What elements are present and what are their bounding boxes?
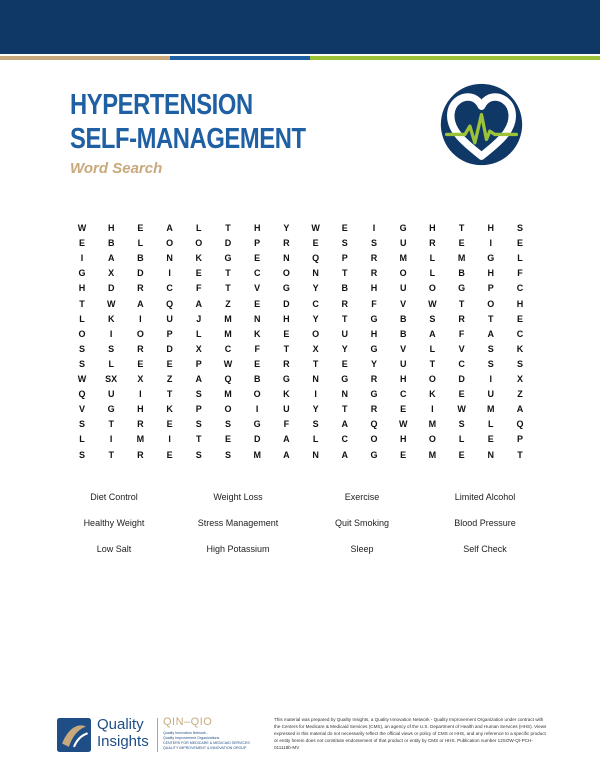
grid-letter: W xyxy=(77,374,87,384)
grid-letter: A xyxy=(283,449,290,460)
grid-letter: E xyxy=(166,419,173,430)
grid-letter: S xyxy=(195,389,202,400)
grid-letter: G xyxy=(253,419,261,430)
grid-letter: N xyxy=(312,449,319,460)
grid-letter: N xyxy=(283,253,290,264)
page-subtitle: Word Search xyxy=(70,160,163,177)
grid-letter: D xyxy=(283,298,290,309)
accent-stripe-blue xyxy=(170,56,310,60)
logo-small-line-2: Quality Improvement Organizations xyxy=(163,736,220,740)
grid-letter: T xyxy=(108,419,114,430)
grid-letter: P xyxy=(487,283,494,294)
grid-letter: G xyxy=(341,374,349,384)
grid-letter: S xyxy=(487,358,494,369)
grid-letter: M xyxy=(457,253,466,264)
grid-letter: V xyxy=(400,343,407,354)
grid-letter: A xyxy=(429,328,436,339)
grid-letter: C xyxy=(312,298,319,309)
grid-letter: E xyxy=(458,449,465,460)
word-list-item: Stress Management xyxy=(197,518,279,528)
grid-letter: I xyxy=(372,223,376,233)
grid-letter: O xyxy=(136,328,144,339)
grid-letter: Y xyxy=(283,223,290,233)
grid-letter: L xyxy=(458,434,465,445)
grid-letter: F xyxy=(458,328,465,339)
grid-letter: O xyxy=(399,268,407,279)
grid-letter: L xyxy=(488,419,494,430)
grid-letter: B xyxy=(341,283,349,294)
grid-letter: Q xyxy=(516,419,524,430)
grid-letter: T xyxy=(458,298,465,309)
grid-letter: J xyxy=(196,313,202,324)
grid-letter: H xyxy=(253,223,261,233)
word-list-item: Exercise xyxy=(344,492,380,502)
grid-letter: H xyxy=(399,374,407,384)
grid-letter: O xyxy=(487,298,495,309)
header-bar xyxy=(0,0,600,54)
grid-letter: R xyxy=(283,358,290,369)
grid-letter: G xyxy=(370,449,378,460)
grid-letter: M xyxy=(428,419,437,430)
grid-letter: R xyxy=(137,449,144,460)
grid-letter: N xyxy=(253,313,261,324)
grid-letter: H xyxy=(370,283,378,294)
grid-letter: N xyxy=(487,449,495,460)
grid-letter: T xyxy=(342,268,348,279)
grid-letter: K xyxy=(283,389,290,400)
grid-letter: L xyxy=(429,343,436,354)
grid-letter: U xyxy=(341,328,349,339)
grid-letter: U xyxy=(283,404,290,415)
grid-letter: I xyxy=(431,404,434,415)
grid-letter: C xyxy=(399,389,407,400)
grid-letter: I xyxy=(314,389,317,400)
grid-letter: B xyxy=(399,313,407,324)
grid-letter: I xyxy=(168,434,171,445)
grid-letter: E xyxy=(224,434,231,445)
grid-letter: D xyxy=(137,268,144,279)
grid-letter: R xyxy=(137,283,144,294)
page-title-line1: HYPERTENSION xyxy=(70,89,253,121)
grid-letter: I xyxy=(139,313,142,324)
grid-letter: E xyxy=(458,238,465,249)
logo-text-insights: Insights xyxy=(97,733,149,750)
grid-letter: L xyxy=(429,253,436,264)
grid-letter: I xyxy=(109,328,113,339)
logo-divider xyxy=(157,718,158,752)
grid-letter: D xyxy=(166,343,173,354)
word-list-item: Limited Alcohol xyxy=(454,492,516,502)
grid-letter: R xyxy=(137,419,144,430)
grid-letter: H xyxy=(516,298,524,309)
grid-letter: U xyxy=(399,238,407,249)
grid-letter: A xyxy=(341,449,349,460)
grid-letter: I xyxy=(139,389,142,400)
grid-letter: L xyxy=(312,434,319,445)
grid-letter: G xyxy=(370,313,378,324)
grid-letter: W xyxy=(77,223,87,233)
grid-letter: R xyxy=(370,268,378,279)
grid-letter: S xyxy=(516,358,523,369)
grid-letter: T xyxy=(225,268,231,279)
grid-letter: R xyxy=(429,238,436,249)
word-list-item: Healthy Weight xyxy=(83,518,145,528)
grid-letter: H xyxy=(487,268,495,279)
grid-letter: S xyxy=(224,419,231,430)
grid-letter: B xyxy=(253,374,261,384)
grid-letter: O xyxy=(78,328,86,339)
grid-letter: G xyxy=(370,343,378,354)
grid-letter: S xyxy=(108,343,115,354)
grid-letter: L xyxy=(79,313,85,324)
grid-letter: S xyxy=(370,238,377,249)
grid-letter: U xyxy=(399,358,407,369)
grid-letter: G xyxy=(399,223,407,233)
grid-letter: C xyxy=(458,358,465,369)
grid-letter: S xyxy=(195,419,202,430)
grid-letter: K xyxy=(107,313,115,324)
grid-letter: Y xyxy=(312,313,319,324)
grid-letter: Z xyxy=(225,298,231,309)
grid-letter: T xyxy=(79,298,85,309)
grid-letter: I xyxy=(489,374,493,384)
grid-letter: G xyxy=(487,253,495,264)
grid-letter: S xyxy=(429,313,436,324)
grid-letter: W xyxy=(223,358,233,369)
grid-letter: F xyxy=(254,343,260,354)
grid-letter: C xyxy=(516,283,524,294)
grid-letter: O xyxy=(428,434,436,445)
grid-letter: L xyxy=(79,434,85,445)
grid-letter: A xyxy=(137,298,144,309)
grid-letter: U xyxy=(487,389,495,400)
grid-letter: V xyxy=(458,343,465,354)
logo-small-line-1: Quality Innovation Network - xyxy=(163,731,209,735)
grid-letter: W xyxy=(457,404,466,415)
grid-letter: P xyxy=(341,253,348,264)
grid-letter: D xyxy=(458,374,465,384)
grid-letter: M xyxy=(487,404,495,415)
grid-letter: E xyxy=(400,404,407,415)
logo-small-line-3: CENTERS FOR MEDICARE & MEDICAID SERVICES xyxy=(163,741,250,745)
grid-letter: R xyxy=(341,298,349,309)
grid-letter: G xyxy=(78,268,86,279)
grid-letter: K xyxy=(166,404,173,415)
page-title-line2: SELF-MANAGEMENT xyxy=(70,123,306,155)
grid-letter: E xyxy=(166,358,173,369)
grid-letter: H xyxy=(137,404,144,415)
grid-letter: B xyxy=(107,238,115,249)
grid-letter: C xyxy=(341,434,349,445)
grid-letter: P xyxy=(166,328,173,339)
grid-letter: G xyxy=(282,374,290,384)
grid-letter: D xyxy=(253,434,261,445)
grid-letter: M xyxy=(224,313,232,324)
grid-letter: X xyxy=(516,374,523,384)
logo-text-quality: Quality xyxy=(97,716,144,733)
grid-letter: E xyxy=(400,449,407,460)
grid-letter: E xyxy=(166,449,173,460)
grid-letter: Y xyxy=(312,404,319,415)
grid-letter: L xyxy=(137,238,144,249)
grid-letter: B xyxy=(137,253,144,264)
grid-letter: T xyxy=(429,358,436,369)
grid-letter: S xyxy=(341,238,348,249)
word-list-item: Sleep xyxy=(350,544,374,554)
grid-letter: G xyxy=(224,253,232,264)
grid-letter: O xyxy=(166,238,174,249)
grid-letter: R xyxy=(137,343,144,354)
grid-letter: S xyxy=(458,419,465,430)
accent-stripe-green xyxy=(310,56,600,60)
disclaimer-text: This material was prepared by Quality Insights, a Quality Innovation Network - Quality Improvement Organization under contract with the Centers for Medicare & Medicaid Services (CMS), an agency of the U.S. Department of Health and Human Services (HHS). Views expressed in this material do not necessarily reflect the official views or policy of CMS or HHS, and any reference to a specific product or entity herein does not constitute endorsement of that product or entity by CMS or HHS. Publication number 12SOW-QI-PCH-011118b-MV xyxy=(274,717,547,750)
grid-letter: U xyxy=(107,389,115,400)
grid-letter: H xyxy=(283,313,290,324)
grid-letter: E xyxy=(516,313,523,324)
grid-letter: O xyxy=(428,283,436,294)
grid-letter: C xyxy=(224,343,232,354)
word-list-item: Quit Smoking xyxy=(334,518,390,528)
grid-letter: Y xyxy=(370,358,377,369)
grid-letter: I xyxy=(109,434,113,445)
grid-letter: B xyxy=(399,328,407,339)
grid-letter: T xyxy=(488,313,494,324)
grid-letter: W xyxy=(428,298,437,309)
grid-letter: V xyxy=(254,283,261,294)
grid-letter: A xyxy=(166,223,173,233)
grid-letter: R xyxy=(370,253,378,264)
grid-letter: L xyxy=(196,328,202,339)
grid-letter: E xyxy=(137,358,144,369)
grid-letter: T xyxy=(225,223,231,233)
grid-letter: X xyxy=(137,374,144,384)
grid-letter: A xyxy=(341,419,349,430)
grid-letter: H xyxy=(78,283,86,294)
grid-letter: P xyxy=(516,434,523,445)
grid-letter: Y xyxy=(312,283,319,294)
grid-letter: T xyxy=(517,449,523,460)
grid-letter: R xyxy=(458,313,465,324)
grid-letter: E xyxy=(312,238,319,249)
grid-letter: H xyxy=(370,328,378,339)
grid-letter: W xyxy=(311,223,320,233)
grid-letter: S xyxy=(312,419,319,430)
grid-letter: D xyxy=(107,283,115,294)
grid-letter: T xyxy=(196,434,202,445)
grid-letter: W xyxy=(398,419,408,430)
grid-letter: U xyxy=(399,283,407,294)
grid-letter: A xyxy=(195,374,203,384)
word-list-item: Self Check xyxy=(463,544,507,554)
grid-letter: V xyxy=(78,404,85,415)
grid-letter: Q xyxy=(224,374,232,384)
grid-letter: N xyxy=(312,268,319,279)
grid-letter: H xyxy=(429,223,436,233)
grid-letter: R xyxy=(370,404,378,415)
grid-letter: O xyxy=(253,389,261,400)
grid-letter: E xyxy=(254,298,261,309)
grid-letter: Q xyxy=(370,419,378,430)
grid-letter: L xyxy=(108,358,114,369)
grid-letter: E xyxy=(195,268,202,279)
grid-letter: Q xyxy=(312,253,320,264)
grid-letter: E xyxy=(341,223,348,233)
grid-letter: T xyxy=(108,449,114,460)
grid-letter: E xyxy=(487,434,494,445)
word-list-item: High Potassium xyxy=(206,544,270,554)
grid-letter: F xyxy=(371,298,377,309)
quality-insights-mark-icon xyxy=(57,718,91,752)
grid-letter: S xyxy=(78,449,85,460)
heart-heartbeat-icon xyxy=(440,83,523,166)
grid-letter: C xyxy=(253,268,261,279)
grid-letter: N xyxy=(166,253,173,264)
grid-letter: K xyxy=(253,328,261,339)
grid-letter: G xyxy=(282,283,290,294)
grid-letter: O xyxy=(195,238,203,249)
grid-letter: S xyxy=(78,358,85,369)
grid-letter: A xyxy=(516,404,524,415)
grid-letter: L xyxy=(429,268,436,279)
grid-letter: E xyxy=(254,358,261,369)
grid-letter: E xyxy=(78,238,85,249)
grid-letter: O xyxy=(370,434,378,445)
grid-letter: H xyxy=(107,223,115,233)
grid-letter: X xyxy=(312,343,319,354)
grid-letter: G xyxy=(107,404,115,415)
grid-letter: X xyxy=(108,268,115,279)
grid-letter: S xyxy=(78,343,85,354)
grid-letter: S xyxy=(516,223,523,233)
grid-letter: A xyxy=(283,434,290,445)
grid-letter: E xyxy=(283,328,290,339)
grid-letter: L xyxy=(517,253,523,264)
grid-letter: R xyxy=(283,238,290,249)
grid-letter: O xyxy=(428,374,436,384)
grid-letter: F xyxy=(283,419,290,430)
grid-letter: H xyxy=(399,434,407,445)
grid-letter: E xyxy=(137,223,144,233)
grid-letter: F xyxy=(196,283,202,294)
grid-letter: N xyxy=(312,374,319,384)
grid-letter: E xyxy=(516,238,523,249)
grid-letter: T xyxy=(342,313,348,324)
grid-letter: Y xyxy=(341,343,348,354)
grid-letter: R xyxy=(370,374,378,384)
grid-letter: M xyxy=(136,434,145,445)
grid-letter: A xyxy=(195,298,203,309)
grid-letter: P xyxy=(195,404,202,415)
grid-letter: O xyxy=(312,328,320,339)
grid-letter: T xyxy=(166,389,173,400)
grid-letter: K xyxy=(429,389,436,400)
grid-letter: A xyxy=(107,253,115,264)
grid-letter: M xyxy=(224,389,232,400)
accent-stripe-tan xyxy=(0,56,170,60)
logo-small-line-4: QUALITY IMPROVEMENT & INNOVATION GROUP xyxy=(163,746,247,750)
grid-letter: X xyxy=(195,343,202,354)
grid-letter: O xyxy=(224,404,232,415)
grid-letter: M xyxy=(224,328,232,339)
word-list-item: Low Salt xyxy=(96,544,132,554)
grid-letter: S xyxy=(224,449,231,460)
grid-letter: U xyxy=(166,313,173,324)
grid-letter: Q xyxy=(166,298,174,309)
grid-letter: W xyxy=(106,298,116,309)
grid-letter: Z xyxy=(517,389,523,400)
grid-letter: E xyxy=(254,253,261,264)
grid-letter: I xyxy=(168,268,171,279)
grid-letter: K xyxy=(516,343,524,354)
grid-letter: T xyxy=(312,358,319,369)
word-list-item: Weight Loss xyxy=(213,492,263,502)
grid-letter: N xyxy=(341,389,349,400)
grid-letter: F xyxy=(517,268,523,279)
grid-letter: G xyxy=(370,389,378,400)
grid-letter: T xyxy=(458,223,465,233)
grid-letter: O xyxy=(282,268,290,279)
grid-letter: B xyxy=(458,268,465,279)
grid-letter: I xyxy=(255,404,259,415)
grid-letter: SX xyxy=(105,374,118,384)
grid-letter: L xyxy=(196,223,202,233)
grid-letter: E xyxy=(341,358,348,369)
grid-letter: S xyxy=(195,449,202,460)
grid-letter: S xyxy=(78,419,85,430)
grid-letter: Z xyxy=(166,374,173,384)
grid-letter: D xyxy=(224,238,232,249)
grid-letter: V xyxy=(400,298,407,309)
word-list-item: Diet Control xyxy=(90,492,138,502)
grid-letter: C xyxy=(166,283,173,294)
grid-letter: A xyxy=(487,328,495,339)
grid-letter: S xyxy=(487,343,494,354)
grid-letter: P xyxy=(254,238,261,249)
grid-letter: T xyxy=(225,283,231,294)
grid-letter: H xyxy=(487,223,495,233)
grid-letter: K xyxy=(195,253,203,264)
grid-letter: T xyxy=(342,404,348,415)
grid-letter: P xyxy=(195,358,202,369)
grid-letter: C xyxy=(516,328,524,339)
grid-letter: E xyxy=(458,389,465,400)
grid-letter: M xyxy=(399,253,407,264)
grid-letter: T xyxy=(283,343,290,354)
grid-letter: G xyxy=(458,283,466,294)
grid-letter: M xyxy=(253,449,261,460)
grid-letter: I xyxy=(489,238,493,249)
logo-text-qin-qio: QIN–QIO xyxy=(163,716,213,728)
word-list-item: Blood Pressure xyxy=(454,518,516,528)
quality-insights-logo xyxy=(57,716,267,756)
grid-letter: I xyxy=(80,253,84,264)
grid-letter: M xyxy=(428,449,437,460)
grid-letter: Q xyxy=(78,389,86,400)
